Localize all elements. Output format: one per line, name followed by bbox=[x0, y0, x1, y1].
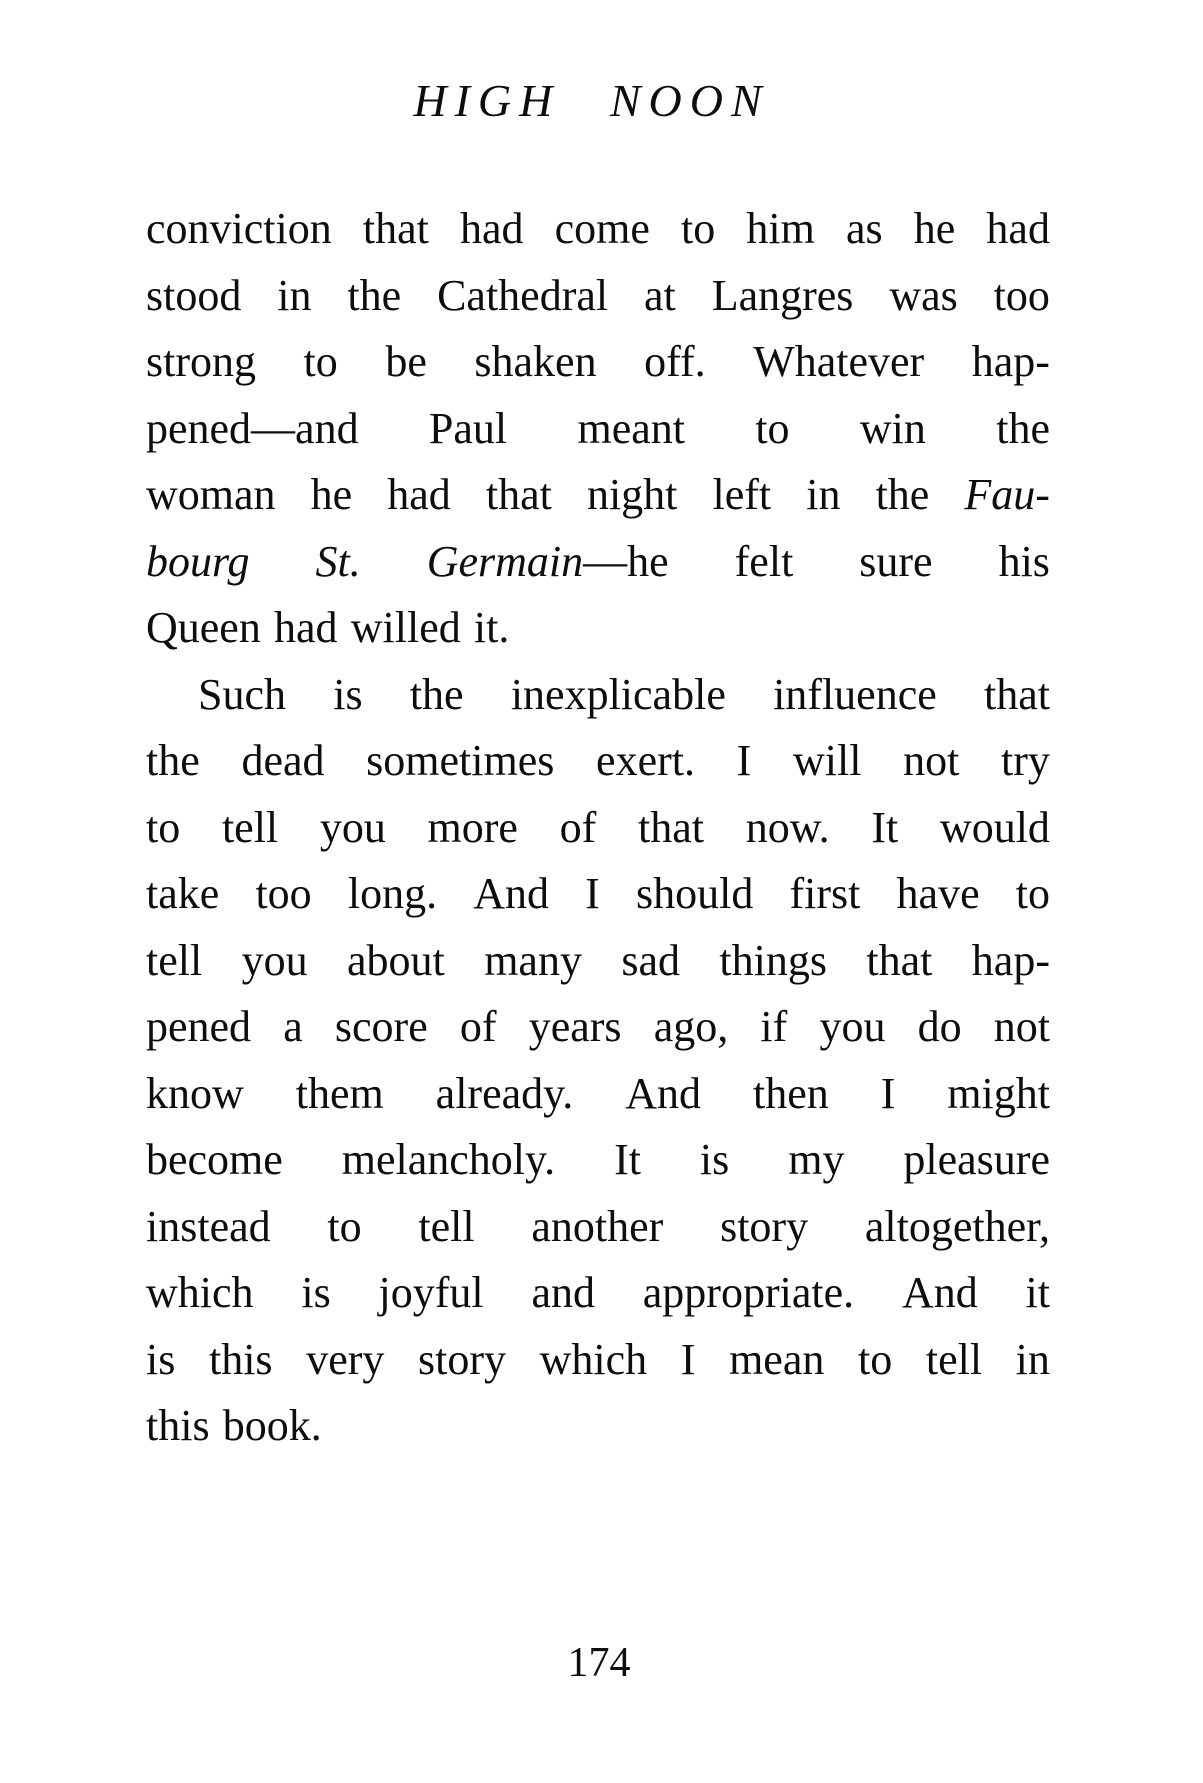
word: sometimes bbox=[366, 736, 555, 785]
word: would bbox=[939, 802, 1050, 852]
word: the bbox=[347, 270, 402, 320]
word: to bbox=[303, 337, 338, 386]
word: more bbox=[427, 802, 518, 852]
word: was bbox=[889, 270, 958, 320]
text-line bbox=[146, 329, 1050, 396]
word: story bbox=[720, 1201, 809, 1251]
word: might bbox=[947, 1068, 1050, 1118]
word: be bbox=[385, 337, 427, 386]
word: felt bbox=[734, 536, 794, 586]
word: things bbox=[719, 935, 827, 985]
word: willed bbox=[350, 603, 461, 652]
word: hap- bbox=[971, 337, 1050, 386]
word: that bbox=[362, 204, 429, 253]
word: to bbox=[146, 802, 181, 852]
word: you bbox=[819, 1002, 886, 1051]
word: ago, bbox=[653, 1002, 729, 1051]
word: Such bbox=[198, 669, 286, 719]
word: had bbox=[387, 470, 451, 519]
word: too bbox=[255, 869, 312, 918]
word: of bbox=[559, 802, 597, 852]
word: long. bbox=[347, 869, 438, 918]
word: to bbox=[857, 1334, 893, 1384]
word: my bbox=[788, 1135, 845, 1184]
word: I bbox=[880, 1068, 896, 1118]
word: meant bbox=[577, 403, 685, 453]
word: is bbox=[146, 1334, 176, 1384]
text-line bbox=[146, 795, 1050, 862]
word: influence bbox=[773, 669, 937, 719]
word: mean bbox=[729, 1334, 825, 1384]
word: appropriate. bbox=[642, 1268, 855, 1317]
word: become bbox=[146, 1135, 283, 1184]
word: It bbox=[871, 802, 899, 852]
word: stood bbox=[146, 270, 242, 320]
word: try bbox=[1001, 736, 1050, 785]
text-line bbox=[146, 1260, 1050, 1327]
text-line bbox=[146, 595, 1050, 662]
word: them bbox=[295, 1068, 384, 1118]
text-line bbox=[146, 263, 1050, 330]
text-line bbox=[146, 662, 1050, 729]
paragraph bbox=[146, 662, 1050, 1460]
word: pleasure bbox=[903, 1135, 1050, 1184]
word: tell bbox=[925, 1334, 983, 1384]
word: about bbox=[347, 935, 445, 985]
text-line bbox=[146, 1393, 1050, 1460]
word: this bbox=[208, 1334, 273, 1384]
word: he bbox=[913, 204, 956, 253]
word: score bbox=[334, 1002, 428, 1051]
word: Cathedral bbox=[437, 270, 609, 320]
word: another bbox=[531, 1201, 664, 1251]
word: book. bbox=[222, 1401, 322, 1450]
word: will bbox=[792, 736, 862, 785]
word: of bbox=[459, 1002, 497, 1051]
text-line bbox=[146, 1127, 1050, 1194]
word: a bbox=[283, 1002, 303, 1051]
word: Queen bbox=[146, 603, 261, 652]
word: the bbox=[409, 669, 464, 719]
word: altogether, bbox=[864, 1201, 1050, 1251]
word: know bbox=[146, 1068, 244, 1118]
word: Fau- bbox=[964, 470, 1050, 519]
word: shaken bbox=[474, 337, 597, 386]
word: you bbox=[319, 802, 386, 852]
word: St. bbox=[315, 536, 361, 586]
word: Langres bbox=[711, 270, 854, 320]
text-line bbox=[146, 396, 1050, 463]
text-line bbox=[146, 928, 1050, 995]
word: not bbox=[903, 736, 960, 785]
word: should bbox=[635, 869, 754, 918]
word: first bbox=[789, 869, 861, 918]
word: Whatever bbox=[753, 337, 925, 386]
running-head: HIGH NOON bbox=[413, 75, 770, 126]
body-text bbox=[146, 196, 1050, 1460]
text-line bbox=[146, 196, 1050, 263]
word: And bbox=[625, 1068, 702, 1118]
word: the bbox=[875, 470, 930, 519]
word: him bbox=[746, 204, 815, 253]
text-line bbox=[146, 1327, 1050, 1394]
word: It bbox=[614, 1135, 641, 1184]
word: And bbox=[901, 1268, 978, 1317]
word: in bbox=[806, 470, 841, 519]
word: woman bbox=[146, 470, 276, 519]
word: melancholy. bbox=[341, 1135, 556, 1184]
word: to bbox=[327, 1201, 362, 1251]
word: sad bbox=[621, 935, 681, 985]
text-line bbox=[146, 529, 1050, 596]
word: night bbox=[586, 470, 678, 519]
text-line bbox=[146, 1061, 1050, 1128]
word: had bbox=[459, 204, 524, 253]
word: this bbox=[146, 1401, 210, 1450]
word: I bbox=[585, 869, 600, 918]
word: is bbox=[333, 669, 363, 719]
word: the bbox=[996, 403, 1050, 453]
word: that bbox=[984, 669, 1050, 719]
word: had bbox=[986, 204, 1050, 253]
word: it. bbox=[473, 603, 510, 652]
word: it bbox=[1025, 1268, 1050, 1317]
word: tell bbox=[146, 935, 203, 985]
text-line bbox=[146, 861, 1050, 928]
page-number: 174 bbox=[567, 1640, 631, 1686]
word: which bbox=[539, 1334, 648, 1384]
word: as bbox=[845, 204, 883, 253]
word: that bbox=[638, 802, 704, 852]
word: do bbox=[917, 1002, 962, 1051]
word: come bbox=[554, 204, 650, 253]
word: Paul bbox=[428, 403, 508, 453]
word: win bbox=[859, 403, 926, 453]
word: you bbox=[241, 935, 308, 985]
word: strong bbox=[146, 337, 256, 386]
word: already. bbox=[435, 1068, 574, 1118]
word: not bbox=[993, 1002, 1050, 1051]
word: off. bbox=[644, 337, 706, 386]
word: And bbox=[473, 869, 550, 918]
word: the bbox=[146, 736, 200, 785]
word: to bbox=[1015, 869, 1050, 918]
word: to bbox=[681, 204, 716, 253]
word: I bbox=[736, 736, 752, 785]
word: then bbox=[752, 1068, 829, 1118]
word: he bbox=[310, 470, 353, 519]
word: is bbox=[699, 1135, 730, 1184]
word: which bbox=[146, 1268, 254, 1317]
word: his bbox=[998, 536, 1050, 586]
word: I bbox=[680, 1334, 696, 1384]
word: Germain—he bbox=[426, 536, 669, 586]
word: to bbox=[755, 403, 790, 453]
text-line bbox=[146, 462, 1050, 529]
word: at bbox=[644, 270, 676, 320]
word: instead bbox=[146, 1201, 271, 1251]
word: if bbox=[760, 1002, 788, 1051]
word: story bbox=[418, 1334, 506, 1384]
word: too bbox=[993, 270, 1050, 320]
word: bourg bbox=[146, 536, 250, 586]
word: had bbox=[274, 603, 338, 652]
word: in bbox=[1015, 1334, 1050, 1384]
word: inexplicable bbox=[510, 669, 726, 719]
word: and bbox=[531, 1268, 595, 1317]
word: very bbox=[306, 1334, 385, 1384]
word: pened—and bbox=[146, 403, 359, 453]
word: that bbox=[866, 935, 933, 985]
word: tell bbox=[418, 1201, 475, 1251]
word: left bbox=[712, 470, 772, 519]
word: take bbox=[146, 869, 220, 918]
word: tell bbox=[221, 802, 279, 852]
text-line bbox=[146, 994, 1050, 1061]
word: pened bbox=[146, 1002, 252, 1051]
word: dead bbox=[241, 736, 325, 785]
word: conviction bbox=[146, 204, 332, 253]
word: is bbox=[301, 1268, 331, 1317]
word: exert. bbox=[596, 736, 695, 785]
word: have bbox=[896, 869, 980, 918]
word: years bbox=[528, 1002, 622, 1051]
word: in bbox=[277, 270, 312, 320]
word: many bbox=[484, 935, 582, 985]
text-line bbox=[146, 728, 1050, 795]
word: now. bbox=[745, 802, 830, 852]
word: sure bbox=[859, 536, 933, 586]
paragraph bbox=[146, 196, 1050, 662]
word: joyful bbox=[378, 1268, 484, 1317]
word: that bbox=[485, 470, 552, 519]
text-line bbox=[146, 1194, 1050, 1261]
word: hap- bbox=[971, 935, 1050, 985]
